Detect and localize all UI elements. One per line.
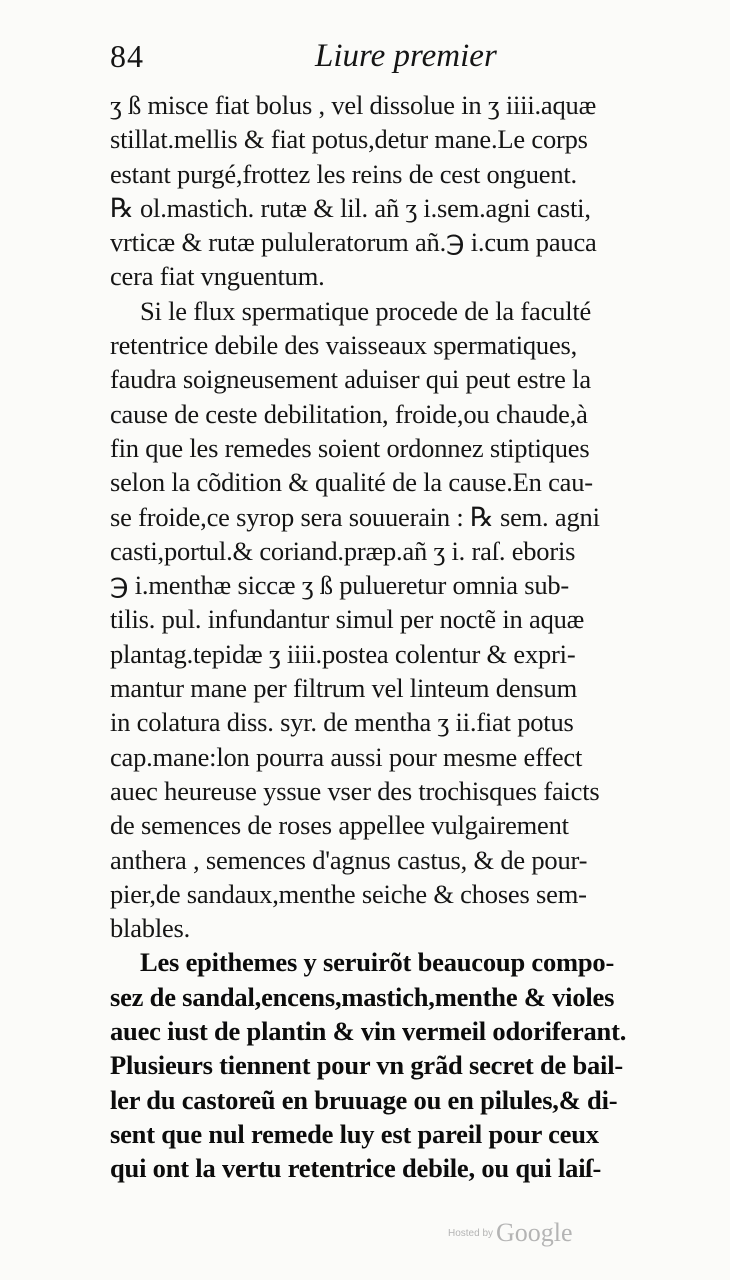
text-line: ler du castoreũ en bruuage ou en pilules,& di- (110, 1084, 618, 1115)
text-line: casti,portul.& coriand.præp.añ ʒ i. raſ. eboris (110, 535, 576, 566)
text-line: anthera , semences d'agnus castus, & de pour- (110, 844, 588, 875)
text-line: cera fiat vnguentum. (110, 261, 325, 292)
text-line: fin que les remedes soient ordonnez stiptiques (110, 432, 590, 463)
text-line: ʒ ß misce fiat bolus , vel dissolue in ʒ iiii.aquæ (110, 90, 597, 120)
text-line: Si le flux spermatique procede de la faculté (140, 295, 592, 326)
text-line: se froide,ce syrop sera souuerain : ℞ sem. agni (110, 501, 600, 532)
text-line: Les epithemes y seruirõt beaucoup compo- (140, 947, 615, 978)
text-line: plantag.tepidæ ʒ iiii.postea colentur & expri- (110, 638, 576, 669)
text-line: cause de ceste debilitation, froide,ou chaude,à (110, 398, 588, 429)
text-line: ℞ ol.mastich. rutæ & lil. añ ʒ i.sem.agni casti, (110, 192, 591, 223)
text-line: de semences de roses appellee vulgairement (110, 810, 569, 841)
page-number: 84 (110, 38, 144, 74)
hosted-by-label: Hosted by (448, 1227, 494, 1239)
text-line: selon la cõdition & qualité de la cause.En cau- (110, 467, 593, 498)
page-header (110, 38, 670, 86)
text-line: blables. (110, 913, 191, 944)
text-line: stillat.mellis & fiat potus,detur mane.Le corps (110, 124, 588, 155)
text-line: estant purgé,frottez les reins de cest onguent. (110, 158, 577, 189)
text-line: Plusieurs tiennent pour vn grãd secret de bail- (110, 1050, 624, 1081)
text-line: auec iust de plantin & vin vermeil odoriferant. (110, 1016, 627, 1047)
text-line: qui ont la vertu retentrice debile, ou qui laiſ- (110, 1153, 602, 1184)
text-line: in colatura diss. syr. de mentha ʒ ii.fiat potus (110, 707, 574, 738)
text-line: sent que nul remede luy est pareil pour ceux (110, 1118, 599, 1149)
text-line: cap.mane:lon pourra aussi pour mesme effect (110, 741, 583, 772)
google-logo-text: Google (496, 1218, 573, 1247)
google-watermark (448, 1218, 573, 1248)
text-line: faudra soigneusement aduiser qui peut estre la (110, 364, 591, 395)
body-text (110, 88, 678, 1186)
text-line: retentrice debile des vaisseaux spermatiques, (110, 330, 578, 361)
text-line: pier,de sandaux,menthe seiche & choses sem- (110, 878, 587, 909)
text-line: ℈ i.menthæ siccæ ʒ ß pulueretur omnia sub- (110, 570, 570, 601)
text-line: vrticæ & rutæ pululeratorum añ.℈ i.cum pauca (110, 227, 597, 258)
text-line: auec heureuse yssue vser des trochisques faicts (110, 775, 600, 806)
text-line: mantur mane per filtrum vel linteum densum (110, 673, 578, 704)
text-line: tilis. pul. infundantur simul per noctẽ in aquæ (110, 604, 585, 635)
running-head: Liure premier (315, 38, 497, 74)
text-line: sez de sandal,encens,mastich,menthe & violes (110, 981, 615, 1012)
